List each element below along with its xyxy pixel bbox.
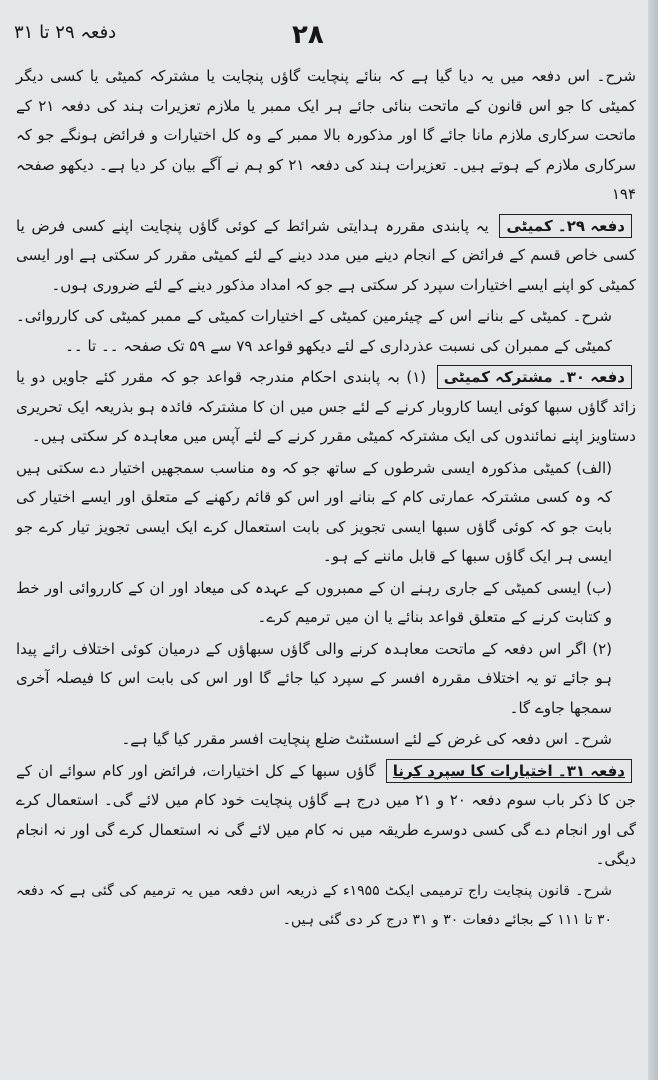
paragraph-text: (ب) ایسی کمیٹی کے جاری رہنے ان کے ممبروں کے عہدہ کی میعاد اور ان کے کارروائی اور خط و کتابت کرنے کے متعلق قواعد بنائے یا ان میں ترمیم کرے۔ — [16, 578, 612, 626]
clause-a-paragraph — [16, 454, 636, 572]
paragraph-text: (۲) اگر اس دفعہ کے ماتحت معاہدہ کرنے والی گاؤں سبھاؤں کے درمیان کوئی اختلاف رائے پیدا ہو جائے تو یہ اختلاف مقررہ افسر کے سپرد کیا جائے گا اور اس کی بابت اس کا فیصلہ آخری سمجھا جاوے گا۔ — [16, 639, 612, 717]
subsection-2-paragraph — [16, 635, 636, 724]
page-number: ۲۸ — [292, 20, 324, 50]
paragraph-text: شرح۔ اس دفعہ میں یہ دیا گیا ہے کہ بنائے پنچایت گاؤں پنچایت یا مشترکہ کمیٹی یا کسی دیگر کمیٹی کا جو اس قانون کے ماتحت بنائی جائے ہر ایک ممبر یا ملازم تعزیرات ہند کی دفعہ ۲۱ کے ماتحت سرکاری ملازم مانا جائے گا اور مذکورہ بالا ممبر کے وہ کل اختیارات و فرائض ہونگے جو کہ سرکاری ملازم کے ہوتے ہیں۔ تعزیرات ہند کی دفعہ ۲۱ کو ہم نے آگے بیان کر دیا ہے۔ دیکھو صفحہ ۱۹۴ — [16, 67, 637, 203]
section-30-paragraph — [16, 363, 636, 452]
commentary-paragraph — [16, 62, 636, 210]
section-29-paragraph — [16, 212, 636, 301]
section-29-heading: دفعہ ۲۹۔ کمیٹی — [499, 214, 632, 238]
clause-b-paragraph — [16, 574, 636, 633]
page-edge-shadow — [648, 0, 658, 1080]
paragraph-text: یہ پابندی مقررہ ہدایتی شرائط کے کوئی گاؤں پنچایت اپنے کسی فرض یا کسی خاص قسم کے فرائض کے انجام دینے میں مدد دینے کے لئے کمیٹی مقرر کر سکتی ہے اور ایسی کمیٹی کو اپنے ایسے اختیارات سپرد کر سکتی ہے جو کہ امداد مذکور دینے کے لئے ضروری ہوں۔ — [16, 216, 636, 294]
section-range-header: دفعہ ۲۹ تا ۳۱ — [14, 22, 117, 43]
commentary-paragraph — [16, 725, 636, 755]
section-30-heading: دفعہ ۳۰۔ مشترکہ کمیٹی — [437, 365, 632, 389]
paragraph-text: شرح۔ قانون پنچایت راج ترمیمی ایکٹ ۱۹۵۵ء کے ذریعہ اس دفعہ میں یہ ترمیم کی گئی ہے کہ دفعہ ۳۰ تا ۱۱۱ کے بجائے دفعات ۳۰ و ۳۱ درج کر دی گئی ہیں۔ — [16, 882, 612, 928]
paragraph-text: (الف) کمیٹی مذکورہ ایسی شرطوں کے ساتھ جو کہ وہ مناسب سمجھیں اختیار دے سکتی ہیں کہ وہ کسی مشترکہ عمارتی کام کے بنانے اور اس کو قائم رکھنے کے متعلق اور ایسے اختیار کی بابت جو کہ کوئی گاؤں سبھا ایسی تجویز کی بابت استعمال کرے ایک ایسی تجویز تیار کرے جو ایسی ہر ایک گاؤں سبھا کے قابل ماننے کے ہو۔ — [16, 458, 612, 565]
paragraph-text: شرح۔ کمیٹی کے بنانے اس کے چیئرمین کمیٹی کے اختیارات کمیٹی کے ممبر کمیٹی کی کارروائی۔ کمیٹی کے ممبران کی نسبت عذرداری کے لئے دیکھو قواعد ۷۹ سے ۵۹ تک صفحہ ۔۔ تا ۔۔ — [16, 307, 612, 355]
paragraph-text: گاؤں سبھا کے کل اختیارات، فرائض اور کام سوائے ان کے جن کا ذکر باب سوم دفعہ ۲۰ و ۲۱ میں درج ہے گاؤں پنچایت خود کام میں لائے گی۔ استعمال کرے گی اور انجام دے گی کسی دوسرے طریقہ میں نہ کام میں لائے گی نہ استعمال کرے گی اور نہ انجام دیگی۔ — [16, 761, 637, 868]
commentary-paragraph — [16, 877, 636, 936]
commentary-paragraph — [16, 302, 636, 361]
paragraph-text: (۱) بہ پابندی احکام مندرجہ قواعد جو کہ مقرر کئے جاویں دو یا زائد گاؤں سبھا کوئی ایسا کاروبار کرنے کے لئے جس میں ان کا مشترکہ فائدہ ہو بذریعہ ایک تحریری دستاویز اپنے نمائندوں کی ایک مشترکہ کمیٹی مقرر کرنے کے لئے آپس میں معاہدہ کر سکتی ہیں۔ — [16, 368, 636, 445]
section-31-heading: دفعہ ۳۱۔ اختیارات کا سپرد کرنا — [386, 759, 632, 783]
section-31-paragraph — [16, 757, 636, 875]
document-body — [16, 62, 636, 938]
paragraph-text: شرح۔ اس دفعہ کی غرض کے لئے اسسٹنٹ ضلع پنچایت افسر مقرر کیا گیا ہے۔ — [121, 730, 612, 748]
